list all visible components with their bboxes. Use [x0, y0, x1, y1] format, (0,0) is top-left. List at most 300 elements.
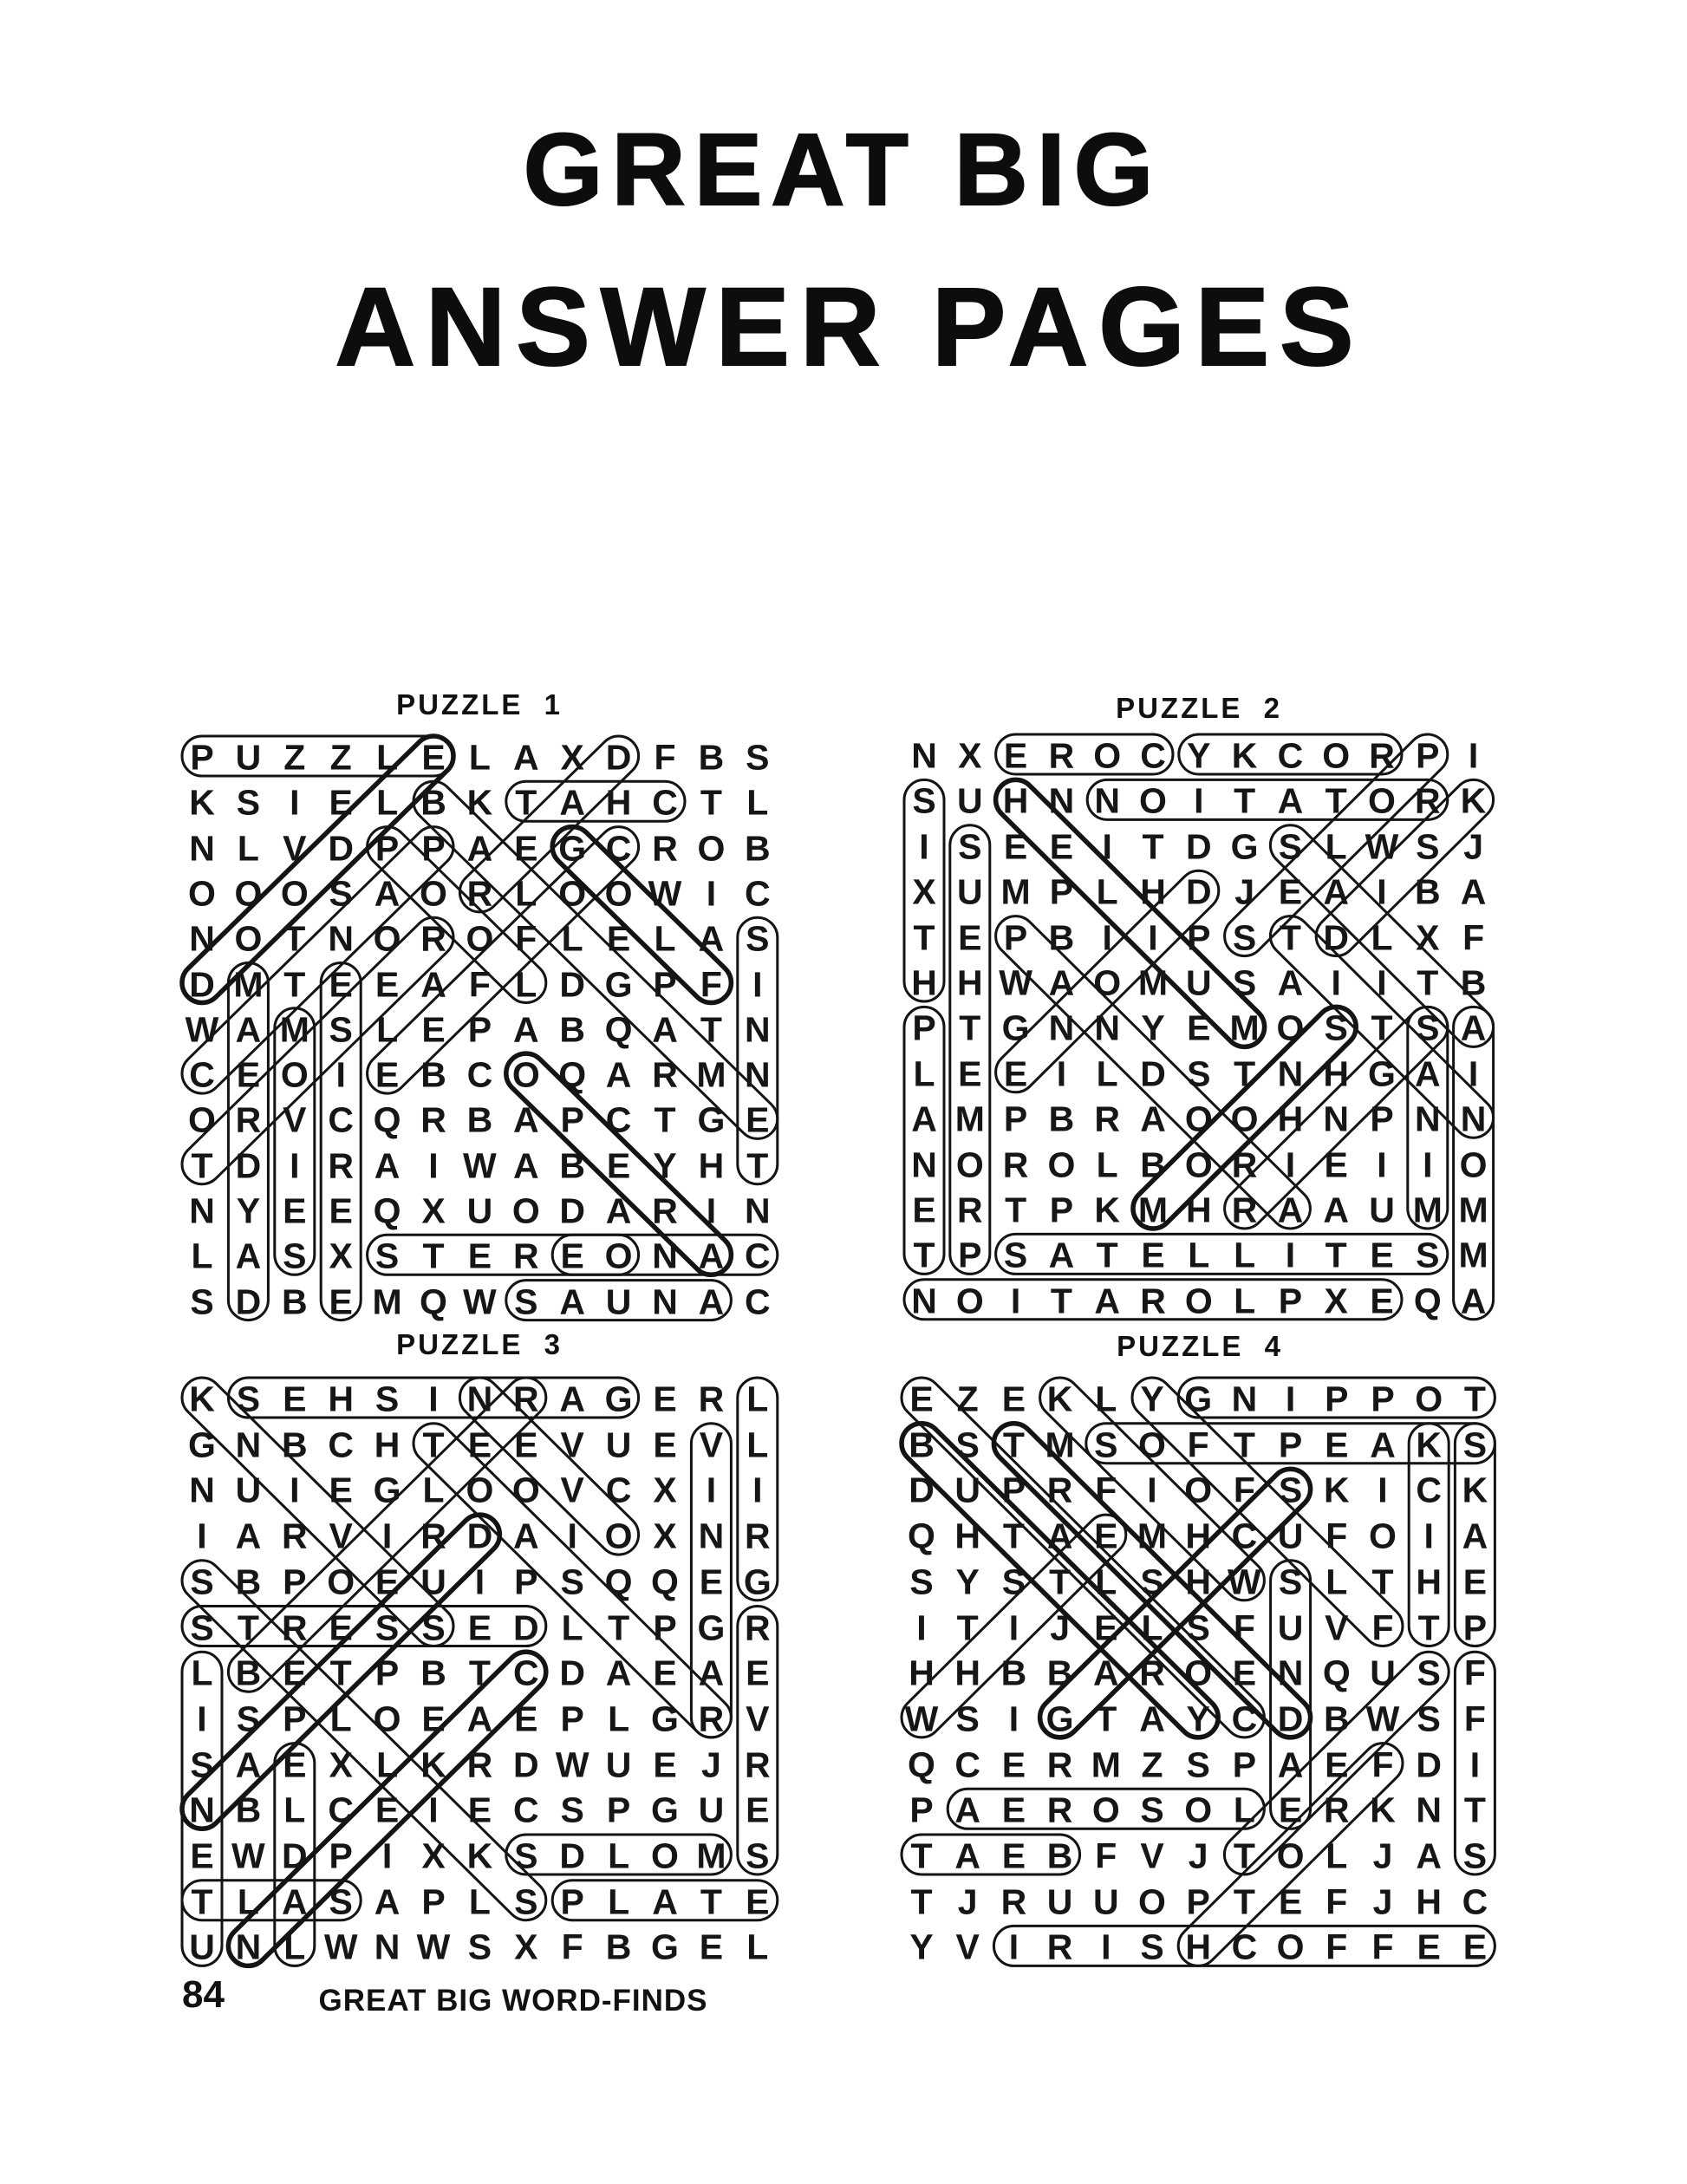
grid-letter: G [697, 1099, 726, 1140]
grid-letter: P [1371, 1379, 1395, 1419]
grid-letter: R [1094, 1099, 1120, 1139]
grid-letter: N [652, 1281, 678, 1322]
grid-letter: G [1001, 1007, 1030, 1048]
grid-letter: I [428, 1790, 439, 1830]
grid-letter: A [954, 1835, 980, 1876]
grid-letter: X [958, 735, 982, 776]
grid-letter: E [909, 1379, 934, 1419]
grid-letter: L [515, 873, 537, 914]
grid-letter: S [1417, 1653, 1441, 1693]
grid-letter: I [1469, 1744, 1481, 1785]
grid-letter: T [191, 1145, 213, 1186]
grid-letter: B [420, 1054, 446, 1095]
grid-letter: L [608, 1835, 630, 1876]
grid-letter: I [1377, 871, 1387, 912]
grid-letter: S [1278, 1470, 1303, 1510]
grid-letter: D [559, 1190, 585, 1231]
answer-capsule-ballgame [405, 773, 785, 1147]
grid-letter: U [1277, 1607, 1304, 1647]
grid-letter: S [236, 782, 261, 823]
grid-letter: R [744, 1744, 771, 1785]
grid-letter: R [652, 1054, 678, 1095]
grid-letter: L [237, 828, 259, 869]
grid-letter: R [956, 1190, 983, 1230]
page-title-line1: GREAT BIG [523, 113, 1163, 227]
grid-letter: E [1462, 1926, 1488, 1967]
grid-letter: T [237, 1607, 259, 1647]
grid-letter: B [235, 1790, 262, 1830]
grid-letter: M [696, 1054, 726, 1095]
grid-letter: L [329, 1698, 352, 1739]
grid-letter: N [911, 1144, 937, 1185]
grid-letter: L [237, 1881, 259, 1922]
grid-letter: D [512, 1744, 539, 1785]
grid-letter: I [916, 1607, 927, 1647]
grid-letter: S [912, 780, 936, 821]
grid-letter: S [1416, 1007, 1440, 1048]
grid-letter: A [559, 1379, 585, 1419]
grid-letter: L [561, 918, 583, 959]
grid-letter: S [1416, 1235, 1440, 1275]
grid-letter: Y [653, 1145, 677, 1186]
grid-letter: A [559, 1281, 585, 1322]
grid-letter: D [235, 1281, 262, 1322]
grid-letter: H [1416, 1561, 1442, 1602]
grid-letter: K [1323, 1470, 1350, 1510]
grid-letter: C [328, 1099, 354, 1140]
grid-letter: R [420, 918, 446, 959]
grid-letter: E [1001, 1835, 1026, 1876]
grid-letter: O [188, 1099, 216, 1140]
grid-letter: M [696, 1835, 726, 1876]
grid-letter: E [421, 737, 446, 778]
grid-letter: A [374, 1881, 401, 1922]
grid-letter: K [189, 1379, 215, 1419]
grid-letter: E [467, 1607, 492, 1647]
grid-letter: T [1005, 1190, 1027, 1230]
grid-letter: F [561, 1926, 583, 1967]
grid-letter: R [1139, 1653, 1165, 1693]
grid-letter: V [283, 1099, 307, 1140]
grid-letter: L [1234, 1281, 1256, 1321]
grid-letter: N [1323, 1099, 1349, 1139]
grid-letter: E [560, 1235, 584, 1276]
grid-letter: F [1095, 1470, 1117, 1510]
grid-letter: I [1423, 1516, 1434, 1556]
grid-letter: Y [909, 1926, 934, 1967]
grid-letter: N [1231, 1379, 1258, 1419]
grid-letter: L [561, 1607, 583, 1647]
grid-letter: I [567, 1516, 577, 1556]
grid-letter: K [1416, 1424, 1442, 1465]
grid-letter: E [1003, 1053, 1028, 1094]
grid-letter: H [1185, 1190, 1212, 1230]
grid-letter: S [560, 1790, 584, 1830]
grid-letter: A [1414, 1053, 1441, 1094]
grid-letter: L [1233, 1790, 1255, 1830]
grid-letter: O [1138, 1424, 1166, 1465]
grid-letter: F [515, 918, 537, 959]
grid-letter: R [420, 1099, 446, 1140]
grid-letter: E [746, 1881, 770, 1922]
grid-letter: W [904, 1698, 939, 1739]
grid-letter: U [235, 737, 262, 778]
grid-letter: J [1372, 1835, 1393, 1876]
grid-letter: F [468, 964, 491, 1004]
grid-letter: B [1046, 1835, 1073, 1876]
grid-letter: A [698, 1235, 725, 1276]
grid-letter: S [1324, 1007, 1348, 1048]
grid-letter: X [653, 1516, 677, 1556]
grid-letter: F [1233, 1607, 1255, 1647]
grid-letter: I [752, 964, 763, 1004]
grid-letter: O [1459, 1144, 1488, 1185]
grid-letter: L [468, 737, 491, 778]
grid-letter: E [329, 1470, 353, 1510]
grid-letter: G [743, 1561, 772, 1602]
grid-letter: R [281, 1607, 308, 1647]
grid-letter: T [283, 964, 306, 1004]
grid-letter: N [744, 1009, 771, 1050]
grid-letter: I [706, 873, 717, 914]
grid-letter: K [1231, 735, 1258, 776]
grid-letter: Y [236, 1190, 261, 1231]
grid-letter: O [280, 873, 309, 914]
grid-letter: M [954, 1099, 985, 1139]
grid-letter: L [283, 1790, 306, 1830]
grid-letter: I [1285, 1235, 1296, 1275]
grid-letter: Y [1141, 1007, 1165, 1048]
grid-letter: O [1184, 1099, 1213, 1139]
grid-letter: Z [283, 737, 306, 778]
grid-letter: S [746, 918, 770, 959]
grid-letter: B [1414, 871, 1441, 912]
grid-letter: K [1046, 1379, 1073, 1419]
grid-letter: S [1140, 1790, 1164, 1830]
grid-letter: E [329, 1190, 353, 1231]
grid-letter: E [190, 1835, 214, 1876]
grid-letter: I [1285, 1144, 1296, 1185]
grid-letter: B [1460, 962, 1487, 1003]
grid-letter: L [1326, 1561, 1348, 1602]
grid-letter: E [283, 1190, 307, 1231]
grid-letter: M [279, 1009, 309, 1050]
grid-letter: N [1414, 1099, 1441, 1139]
grid-letter: M [1045, 1424, 1075, 1465]
grid-letter: E [375, 964, 400, 1004]
grid-letter: C [605, 1470, 632, 1510]
grid-letter: A [1048, 962, 1075, 1003]
grid-letter: Z [1141, 1744, 1163, 1785]
grid-letter: J [957, 1881, 978, 1922]
grid-letter: P [1416, 735, 1440, 776]
grid-letter: A [1323, 1190, 1349, 1230]
grid-letter: R [466, 873, 493, 914]
grid-letter: R [281, 1516, 308, 1556]
grid-letter: O [511, 1190, 540, 1231]
grid-letter: P [190, 737, 214, 778]
grid-letter: T [283, 918, 306, 959]
grid-letter: S [1094, 1424, 1118, 1465]
grid-letter: S [190, 1561, 214, 1602]
grid-letter: F [654, 737, 676, 778]
grid-letter: L [746, 1926, 769, 1967]
grid-letter: A [698, 1653, 725, 1693]
grid-letter: T [608, 1607, 630, 1647]
grid-letter: B [1048, 1099, 1075, 1139]
grid-letter: C [1231, 1698, 1258, 1739]
grid-letter: P [560, 1698, 584, 1739]
grid-letter: I [1377, 1144, 1387, 1185]
grid-letter: J [1234, 871, 1254, 912]
grid-letter: N [189, 828, 215, 869]
grid-letter: O [1415, 1379, 1443, 1419]
grid-letter: X [421, 1835, 446, 1876]
grid-letter: S [746, 1835, 770, 1876]
grid-letter: N [374, 1926, 401, 1967]
grid-letter: T [1234, 1053, 1256, 1094]
grid-letter: K [466, 782, 493, 823]
grid-letter: F [1371, 1926, 1394, 1967]
grid-letter: R [698, 1379, 725, 1419]
grid-letter: E [746, 1653, 770, 1693]
grid-letter: H [328, 1379, 354, 1419]
grid-letter: F [1326, 1881, 1348, 1922]
grid-letter: E [467, 1235, 492, 1276]
grid-letter: I [1285, 1379, 1296, 1419]
grid-letter: W [1228, 1561, 1261, 1602]
grid-letter: Q [1322, 1653, 1351, 1693]
grid-letter: N [1277, 1653, 1304, 1693]
grid-letter: X [560, 737, 584, 778]
grid-letter: E [329, 1607, 353, 1647]
answer-capsule-catnap [173, 818, 461, 1102]
grid-letter: T [1371, 1561, 1394, 1602]
grid-letter: N [911, 1281, 937, 1321]
grid-letter: S [746, 737, 770, 778]
grid-letter: A [281, 1881, 308, 1922]
grid-letter: A [1277, 1190, 1304, 1230]
grid-letter: N [328, 918, 354, 959]
grid-letter: E [1001, 1744, 1026, 1785]
grid-letter: O [420, 873, 447, 914]
grid-letter: L [913, 1053, 935, 1094]
grid-letter: E [421, 1009, 446, 1050]
grid-letter: R [1046, 1926, 1073, 1967]
grid-letter: E [912, 1190, 936, 1230]
grid-letter: A [605, 1653, 632, 1693]
grid-letter: A [235, 1235, 262, 1276]
grid-letter: F [1233, 1470, 1255, 1510]
grid-letter: T [956, 1607, 979, 1647]
grid-letter: T [1234, 780, 1256, 821]
grid-letter: S [1187, 1053, 1211, 1094]
grid-letter: B [559, 1009, 585, 1050]
grid-letter: N [1094, 1007, 1120, 1048]
grid-letter: L [746, 1379, 769, 1419]
grid-letter: A [235, 1516, 262, 1556]
grid-letter: A [652, 1881, 678, 1922]
grid-letter: A [512, 1009, 539, 1050]
grid-letter: W [1365, 826, 1399, 867]
grid-letter: D [281, 1835, 308, 1876]
grid-letter: P [958, 1235, 982, 1275]
grid-letter: G [604, 964, 633, 1004]
grid-letter: K [1094, 1190, 1120, 1230]
grid-letter: E [1001, 1379, 1026, 1419]
grid-letter: S [514, 1835, 538, 1876]
grid-letter: E [746, 1790, 770, 1830]
grid-letter: B [235, 1653, 262, 1693]
grid-letter: A [512, 737, 539, 778]
grid-letter: P [514, 1561, 538, 1602]
grid-letter: N [189, 1190, 215, 1231]
puzzle-3-header: PUZZLE 3 [396, 1328, 563, 1360]
grid-letter: V [1325, 1607, 1349, 1647]
grid-letter: E [1462, 1561, 1488, 1602]
grid-letter: I [752, 1470, 763, 1510]
grid-letter: P [1186, 1881, 1210, 1922]
grid-letter: S [1140, 1561, 1164, 1602]
grid-letter: I [1101, 1926, 1111, 1967]
grid-letter: O [1138, 1881, 1166, 1922]
grid-letter: T [1417, 962, 1439, 1003]
grid-letter: I [1008, 1926, 1019, 1967]
grid-letter: O [511, 1470, 540, 1510]
grid-letter: L [608, 1698, 630, 1739]
grid-letter: D [1185, 871, 1212, 912]
grid-letter: E [606, 1145, 631, 1186]
grid-letter: O [373, 918, 401, 959]
grid-letter: O [1093, 735, 1122, 776]
grid-letter: I [428, 1379, 439, 1419]
grid-letter: F [1326, 1926, 1348, 1967]
grid-letter: P [375, 828, 400, 869]
grid-letter: I [290, 1470, 300, 1510]
grid-letter: M [1000, 871, 1031, 912]
grid-letter: A [1139, 1698, 1165, 1739]
grid-letter: L [1096, 1144, 1118, 1185]
grid-letter: Q [373, 1190, 401, 1231]
grid-letter: A [1277, 780, 1304, 821]
grid-letter: X [514, 1926, 538, 1967]
grid-letter: R [235, 1099, 262, 1140]
grid-letter: R [1002, 1144, 1029, 1185]
grid-letter: A [235, 1744, 262, 1785]
grid-letter: S [190, 1607, 214, 1647]
grid-letter: M [1137, 1516, 1168, 1556]
grid-letter: I [1008, 1698, 1019, 1739]
grid-letter: V [329, 1516, 353, 1556]
grid-letter: W [999, 962, 1032, 1003]
grid-letter: O [327, 1561, 355, 1602]
grid-letter: F [1095, 1835, 1117, 1876]
grid-letter: M [233, 964, 264, 1004]
grid-letter: O [604, 1235, 633, 1276]
grid-letter: N [466, 1379, 493, 1419]
grid-letter: I [428, 1145, 439, 1186]
grid-letter: E [1325, 1744, 1349, 1785]
grid-letter: O [604, 873, 633, 914]
grid-letter: H [1277, 1099, 1304, 1139]
grid-letter: O [1184, 1470, 1213, 1510]
grid-letter: B [698, 737, 725, 778]
grid-letter: E [421, 1698, 446, 1739]
grid-letter: K [1462, 1470, 1488, 1510]
grid-letter: L [608, 1881, 630, 1922]
grid-letter: E [1187, 1007, 1211, 1048]
grid-letter: O [955, 1281, 984, 1321]
grid-letter: T [1002, 1516, 1025, 1556]
grid-letter: G [604, 1379, 633, 1419]
grid-letter: T [1325, 780, 1347, 821]
grid-letter: S [514, 1281, 538, 1322]
grid-letter: A [1140, 1099, 1166, 1139]
grid-letter: X [329, 1744, 353, 1785]
grid-letter: O [1230, 1099, 1259, 1139]
grid-letter: A [420, 964, 446, 1004]
grid-letter: W [463, 1145, 497, 1186]
grid-letter: T [913, 1235, 935, 1275]
grid-letter: B [281, 1424, 308, 1465]
grid-letter: O [1369, 1516, 1397, 1556]
grid-letter: L [1326, 1835, 1348, 1876]
grid-letter: W [185, 1009, 219, 1050]
grid-letter: P [375, 1653, 400, 1693]
grid-letter: P [1370, 1099, 1394, 1139]
grid-letter: F [1371, 1607, 1394, 1647]
grid-letter: C [1277, 735, 1304, 776]
grid-letter: X [329, 1235, 353, 1276]
grid-letter: L [422, 1470, 445, 1510]
puzzle-4-grid [887, 1363, 1509, 1980]
grid-letter: E [1049, 826, 1074, 867]
grid-letter: D [328, 828, 354, 869]
page-title-line2: ANSWER PAGES [335, 265, 1365, 389]
grid-letter: A [1277, 1744, 1304, 1785]
grid-letter: E [958, 917, 982, 958]
grid-letter: D [512, 1607, 539, 1647]
grid-letter: D [1277, 1698, 1304, 1739]
grid-letter: E [375, 1054, 400, 1095]
grid-letter: P [283, 1698, 307, 1739]
grid-letter: A [374, 1145, 401, 1186]
grid-letter: S [1417, 1698, 1441, 1739]
grid-letter: R [1414, 780, 1441, 821]
grid-letter: F [1462, 917, 1485, 958]
grid-letter: Q [908, 1744, 935, 1785]
grid-letter: P [421, 1881, 446, 1922]
grid-letter: O [651, 1835, 679, 1876]
grid-letter: H [956, 962, 983, 1003]
grid-letter: Y [1186, 1698, 1210, 1739]
grid-letter: D [466, 1516, 493, 1556]
grid-letter: E [1278, 1881, 1303, 1922]
grid-letter: U [1370, 1653, 1396, 1693]
grid-letter: Q [420, 1281, 447, 1322]
grid-letter: G [558, 828, 587, 869]
grid-letter: C [954, 1744, 980, 1785]
grid-letter: B [235, 1561, 262, 1602]
grid-letter: O [234, 918, 263, 959]
grid-letter: R [744, 1607, 771, 1647]
grid-letter: N [698, 1516, 725, 1556]
grid-letter: E [1094, 1516, 1118, 1556]
grid-letter: F [700, 964, 722, 1004]
grid-letter: S [236, 1698, 261, 1739]
grid-letter: R [1369, 735, 1395, 776]
grid-letter: I [290, 782, 300, 823]
